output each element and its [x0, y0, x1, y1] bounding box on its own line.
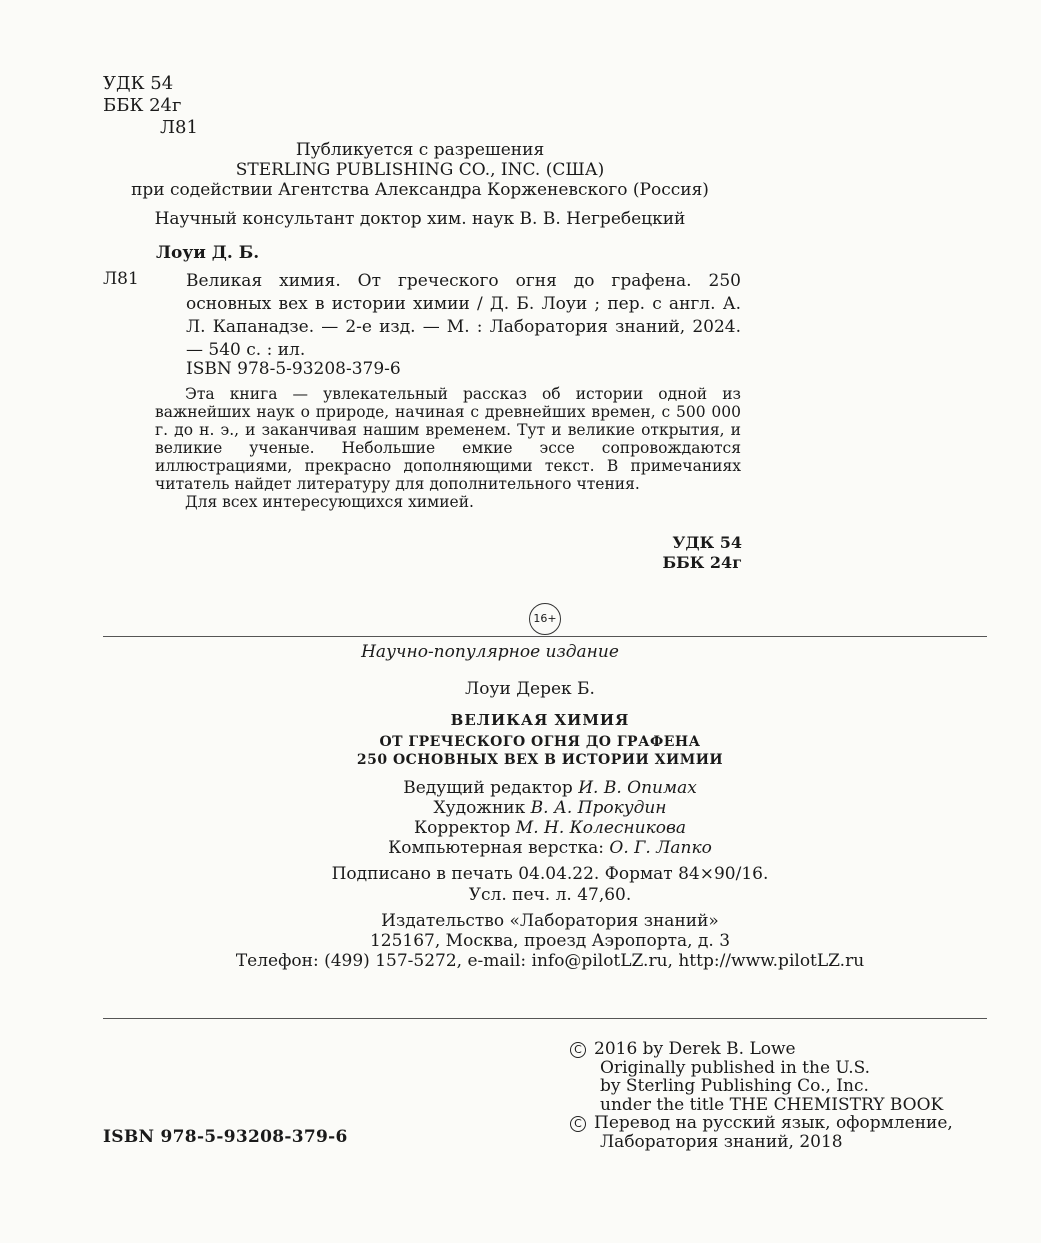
copyright-line: by Sterling Publishing Co., Inc. — [600, 1076, 869, 1096]
bibliographic-description: Великая химия. От греческого огня до графена. 250 основных вех в истории химии / Д. Б. Лоуи ; пер. с англ. А. Л. Капанадзе. — 2-е изд. — М. : Лаборатория знаний, 2024. — 540 с. : ил. — [186, 271, 741, 360]
age-rating-badge: 16+ — [529, 603, 561, 635]
credit-name: М. Н. Колесникова — [515, 818, 686, 838]
book-title: ВЕЛИКАЯ ХИМИЯ — [450, 711, 630, 729]
credit-name: В. А. Прокудин — [530, 798, 667, 818]
udk-code: УДК 54 — [103, 73, 174, 94]
divider-top — [103, 636, 987, 637]
credit-row — [300, 778, 800, 798]
copyright-translation: Перевод на русский язык, оформление, — [594, 1113, 953, 1133]
credit-role: Корректор — [414, 818, 511, 838]
copyright-line: under the title THE CHEMISTRY BOOK — [600, 1094, 944, 1115]
author-heading: Лоуи Д. Б. — [156, 243, 260, 263]
copyright-line: Originally published in the U.S. — [600, 1057, 871, 1078]
copyright-block — [570, 1040, 953, 1151]
author-mark: Л81 — [160, 117, 198, 138]
scientific-consultant: Научный консультант доктор хим. наук В. В. Негребецкий — [154, 209, 686, 229]
credit-row — [300, 838, 800, 858]
book-subtitle-1: ОТ ГРЕЧЕСКОГО ОГНЯ ДО ГРАФЕНА — [379, 734, 701, 750]
credit-row — [300, 818, 800, 838]
copyright-line — [570, 1040, 953, 1059]
permission-notice — [100, 140, 740, 200]
author-full-name: Лоуи Дерек Б. — [465, 679, 595, 699]
isbn-middle: ISBN 978-5-93208-379-6 — [186, 359, 401, 379]
abstract-audience: Для всех интересующихся химией. — [185, 493, 474, 511]
genre-label: Научно-популярное издание — [361, 642, 619, 662]
permission-line-3: при содействии Агентства Александра Корженевского (Россия) — [131, 180, 709, 200]
credits-list — [300, 778, 800, 858]
print-info — [200, 864, 900, 906]
credit-role: Ведущий редактор — [403, 778, 573, 798]
bbk-code: ББК 24г — [103, 95, 182, 116]
publisher-info — [100, 911, 1000, 971]
publisher-contacts: Телефон: (499) 157-5272, e-mail: info@pilotLZ.ru, http://www.pilotLZ.ru — [235, 951, 865, 971]
copyright-line — [570, 1114, 953, 1133]
abstract — [155, 385, 741, 511]
copyright-icon: C — [570, 1116, 586, 1132]
divider-bottom — [103, 1018, 987, 1019]
bbk-code-bottom: ББК 24г — [662, 553, 742, 572]
print-signed-line: Подписано в печать 04.04.22. Формат 84×90/16. — [331, 864, 769, 884]
permission-line-1: Публикуется с разрешения — [295, 140, 545, 160]
copyright-original: 2016 by Derek B. Lowe — [594, 1039, 796, 1059]
permission-line-2: STERLING PUBLISHING CO., INC. (США) — [235, 160, 605, 180]
credit-name: О. Г. Лапко — [609, 838, 712, 858]
credit-row — [300, 798, 800, 818]
credit-role: Компьютерная верстка: — [388, 838, 604, 858]
credit-name: И. В. Опимах — [578, 778, 697, 798]
copyright-icon: C — [570, 1042, 586, 1058]
udk-block-top — [103, 73, 198, 139]
author-mark-left: Л81 — [103, 269, 139, 289]
credit-role: Художник — [433, 798, 526, 818]
publisher-name: Издательство «Лаборатория знаний» — [381, 911, 719, 931]
print-sheets-line: Усл. печ. л. 47,60. — [468, 885, 632, 905]
abstract-paragraph: Эта книга — увлекательный рассказ об истории одной из важнейших наук о природе, начиная с древнейших времен, с 500 000 г. до н. э., и заканчивая нашим временем. Тут и великие открытия, и великие ученые. Небольшие емкие эссе сопровождаются иллюстрациями, прекрасно дополняющими текст. В примечаниях читатель найдет литературу для дополнительного чтения. — [155, 385, 741, 493]
copyright-line: Лаборатория знаний, 2018 — [600, 1131, 843, 1152]
publisher-address: 125167, Москва, проезд Аэропорта, д. 3 — [369, 931, 731, 951]
isbn-bottom: ISBN 978-5-93208-379-6 — [103, 1127, 348, 1147]
udk-block-bottom — [640, 533, 742, 573]
book-subtitle-2: 250 ОСНОВНЫХ ВЕХ В ИСТОРИИ ХИМИИ — [356, 752, 724, 768]
udk-code-bottom: УДК 54 — [672, 533, 742, 552]
